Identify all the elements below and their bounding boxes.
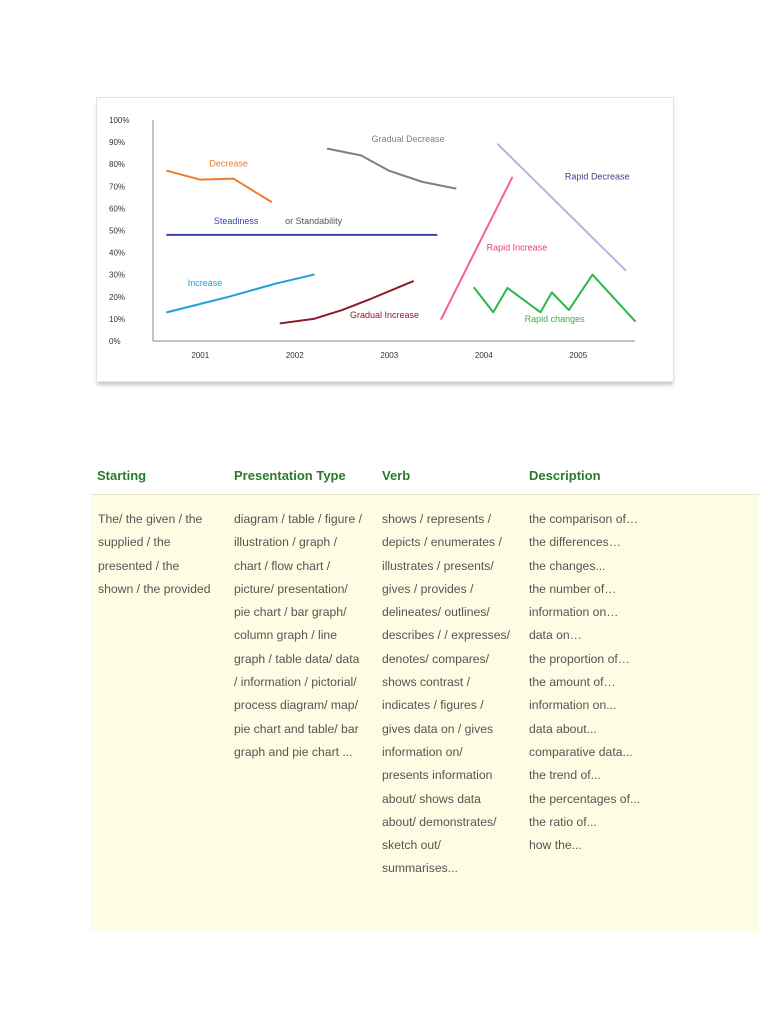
verb-column bbox=[382, 508, 510, 881]
table-cell-line: the proportion of… bbox=[529, 651, 630, 666]
table-header-row bbox=[91, 457, 759, 495]
header-presentation-type: Presentation Type bbox=[234, 468, 346, 483]
table-cell-line: the percentages of... bbox=[529, 791, 641, 806]
table-cell-line: supplied / the bbox=[98, 535, 171, 550]
table-cell-line: summarises... bbox=[382, 861, 458, 876]
y-tick-label: 50% bbox=[109, 226, 126, 236]
table-cell-line: presents information bbox=[382, 768, 493, 783]
table-cell-line: shows contrast / bbox=[382, 675, 471, 690]
table-cell-line: the comparison of… bbox=[529, 512, 639, 526]
series-label: Rapid changes bbox=[524, 314, 585, 325]
table-cell-line: information on… bbox=[529, 605, 619, 620]
y-tick-label: 90% bbox=[109, 138, 126, 148]
table-cell-line: column graph / line bbox=[234, 628, 337, 643]
description-column bbox=[529, 508, 640, 857]
x-tick-label: 2004 bbox=[474, 351, 493, 360]
series-label: or Standability bbox=[285, 215, 343, 226]
header-description: Description bbox=[529, 468, 601, 483]
table-cell-line: information on... bbox=[529, 698, 617, 713]
x-tick-label: 2005 bbox=[569, 351, 588, 360]
table-cell-line: depicts / enumerates / bbox=[382, 535, 502, 550]
table-cell-line: comparative data... bbox=[529, 744, 633, 759]
y-tick-label: 100% bbox=[109, 116, 130, 125]
x-tick-label: 2003 bbox=[380, 351, 399, 360]
starting-column bbox=[98, 508, 210, 601]
series-line bbox=[328, 149, 456, 189]
chart-figure bbox=[96, 97, 674, 382]
table-cell-line: indicates / figures / bbox=[382, 698, 484, 713]
table-cell-line: gives / provides / bbox=[382, 581, 474, 596]
presentation-type-column bbox=[234, 508, 362, 764]
y-tick-label: 30% bbox=[109, 270, 126, 280]
table-cell-line: shows / represents / bbox=[382, 512, 492, 526]
series-label: Gradual Decrease bbox=[371, 134, 445, 145]
y-tick-label: 10% bbox=[109, 314, 126, 324]
table-cell-line: the ratio of... bbox=[529, 814, 597, 829]
table-cell-line: the number of… bbox=[529, 581, 617, 596]
table-cell-line: illustrates / presents/ bbox=[382, 558, 494, 573]
y-tick-label: 20% bbox=[109, 292, 126, 302]
y-tick-label: 0% bbox=[109, 337, 121, 346]
series-label: Rapid Decrease bbox=[564, 171, 630, 182]
table-cell-line: denotes/ compares/ bbox=[382, 651, 490, 666]
table-cell-line: the trend of... bbox=[529, 768, 601, 783]
header-verb: Verb bbox=[382, 468, 411, 483]
table-cell-line: the differences… bbox=[529, 535, 621, 550]
table-cell-line: sketch out/ bbox=[382, 838, 441, 853]
table-cell-line: / information / pictorial/ bbox=[234, 675, 357, 690]
table-cell-line: graph / table data/ data bbox=[234, 651, 360, 666]
table-cell-line: diagram / table / figure / bbox=[234, 512, 363, 526]
table-cell-line: illustration / graph / bbox=[234, 535, 337, 550]
table-cell-line: shown / the provided bbox=[98, 581, 211, 596]
table-cell-line: presented / the bbox=[98, 558, 180, 573]
table-cell-line: pie chart / bar graph/ bbox=[234, 605, 347, 620]
series-label: Steadiness bbox=[213, 215, 259, 226]
y-tick-label: 40% bbox=[109, 248, 126, 258]
table-cell-line: gives data on / gives bbox=[382, 721, 494, 736]
table-cell-line: data about... bbox=[529, 721, 597, 736]
series-label: Increase bbox=[187, 277, 223, 288]
table-cell-line: data on… bbox=[529, 628, 582, 643]
header-starting: Starting bbox=[97, 468, 147, 483]
table-cell-line: chart / flow chart / bbox=[234, 558, 331, 573]
y-tick-label: 60% bbox=[109, 204, 126, 214]
series-label: Rapid Increase bbox=[486, 242, 548, 253]
table-cell-line: about/ demonstrates/ bbox=[382, 814, 497, 829]
table-cell-line: describes / / expresses/ bbox=[382, 628, 511, 643]
table-cell-line: picture/ presentation/ bbox=[234, 581, 348, 596]
table-cell-line: the changes... bbox=[529, 558, 606, 573]
table-body bbox=[91, 495, 759, 931]
series-label: Gradual Increase bbox=[350, 309, 420, 320]
table-cell-line: The/ the given / the bbox=[98, 512, 203, 526]
y-tick-label: 80% bbox=[109, 160, 126, 170]
table-cell-line: about/ shows data bbox=[382, 791, 481, 806]
line-chart bbox=[97, 98, 673, 381]
table-cell-line: how the... bbox=[529, 838, 582, 853]
table-cell-line: process diagram/ map/ bbox=[234, 698, 358, 713]
table-cell-line: graph and pie chart ... bbox=[234, 744, 353, 759]
table-cell-line: information on/ bbox=[382, 744, 463, 759]
table-cell-line: pie chart and table/ bar bbox=[234, 721, 359, 736]
y-tick-label: 70% bbox=[109, 182, 126, 192]
vocabulary-table bbox=[91, 457, 759, 931]
x-tick-label: 2001 bbox=[191, 351, 210, 360]
series-line bbox=[167, 171, 271, 202]
series-label: Decrease bbox=[209, 158, 248, 169]
x-tick-label: 2002 bbox=[285, 351, 304, 360]
table-cell-line: the amount of… bbox=[529, 675, 616, 690]
table-cell-line: delineates/ outlines/ bbox=[382, 605, 490, 620]
